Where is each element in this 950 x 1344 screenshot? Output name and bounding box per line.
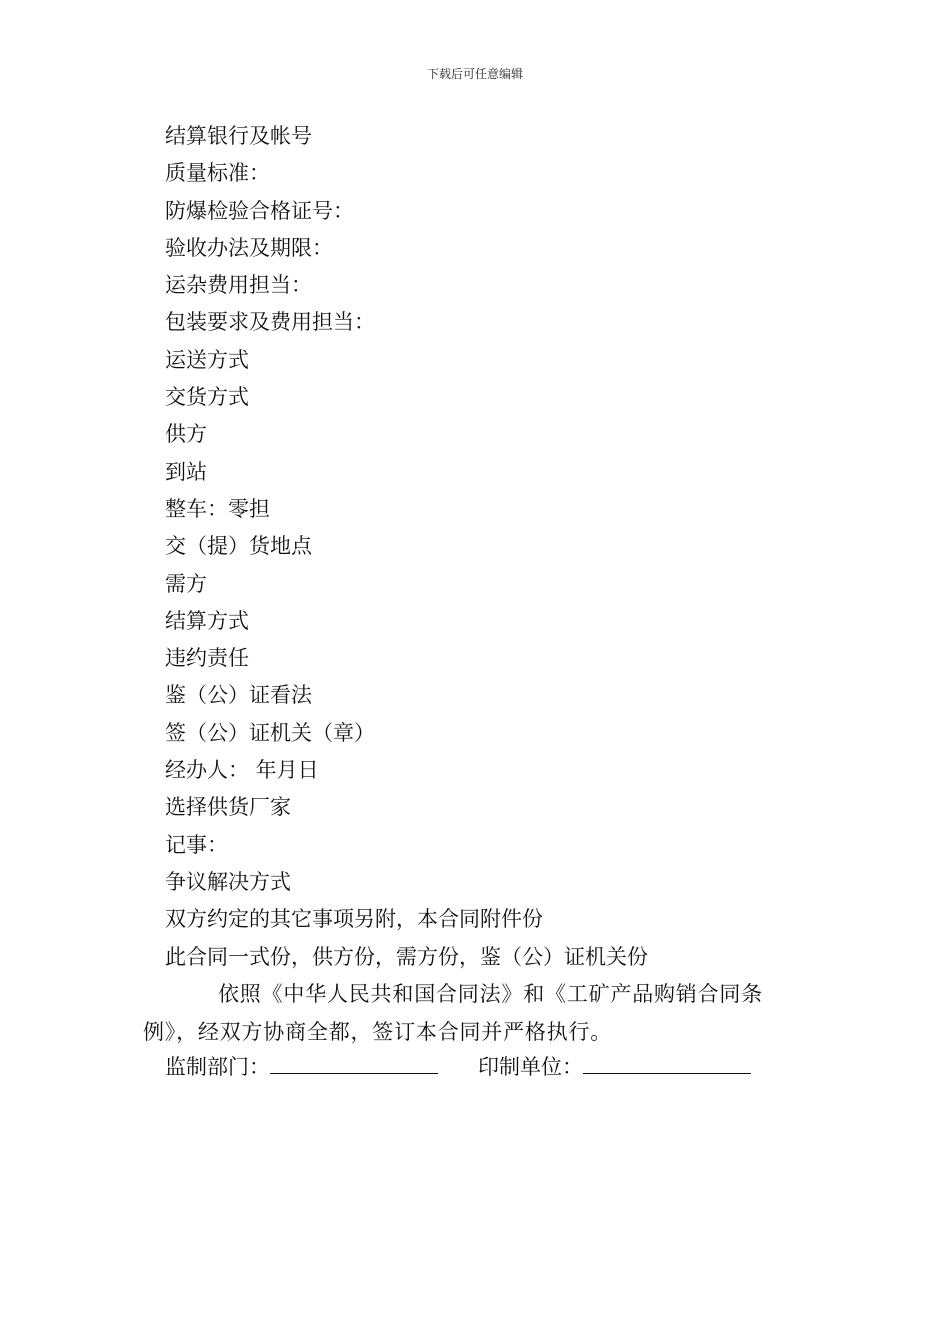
contract-field-list [165, 118, 648, 976]
field-transport-mode: 运送方式 [165, 347, 249, 372]
field-notes: 记事： [165, 832, 228, 857]
field-delivery-location: 交（提）货地点 [165, 534, 312, 559]
supervisor-blank-line [270, 1049, 438, 1074]
field-other-matters: 双方约定的其它事项另附，本合同附件份 [165, 907, 543, 932]
field-breach-liability: 违约责任 [165, 646, 249, 671]
page-header: 下载后可任意编辑 [426, 67, 523, 81]
field-buyer: 需方 [165, 571, 207, 596]
printer-label: 印制单位： [478, 1055, 583, 1079]
field-supplier: 供方 [165, 422, 207, 447]
printer-blank-line [583, 1049, 751, 1074]
field-settlement-method: 结算方式 [165, 608, 249, 633]
field-acceptance-method: 验收办法及期限： [165, 235, 333, 260]
field-notary-opinion: 鉴（公）证看法 [165, 683, 312, 708]
field-explosion-proof-cert: 防爆检验合格证号： [165, 198, 354, 223]
field-settlement-bank: 结算银行及帐号 [165, 124, 312, 148]
field-arrival-station: 到站 [165, 459, 207, 484]
field-notary-office: 签（公）证机关（章） [165, 720, 375, 745]
supervisor-label: 监制部门： [165, 1055, 270, 1079]
field-carload: 整车：零担 [165, 496, 270, 521]
field-supplier-choice: 选择供货厂家 [165, 795, 291, 820]
signature-row [165, 1049, 751, 1086]
field-dispute-resolution: 争议解决方式 [165, 869, 291, 894]
field-packaging: 包装要求及费用担当： [165, 310, 375, 335]
field-copies: 此合同一式份，供方份，需方份，鉴（公）证机关份 [165, 944, 648, 969]
legal-basis-paragraph: 依照《中华人民共和国合同法》和《工矿产品购销合同条例》，经双方协商全都，签订本合同并严格执行。 [143, 982, 763, 1044]
field-quality-standard: 质量标准： [165, 161, 270, 186]
field-handler-date: 经办人： 年月日 [165, 758, 319, 783]
field-freight-cost: 运杂费用担当： [165, 273, 312, 298]
field-delivery-mode: 交货方式 [165, 385, 249, 410]
